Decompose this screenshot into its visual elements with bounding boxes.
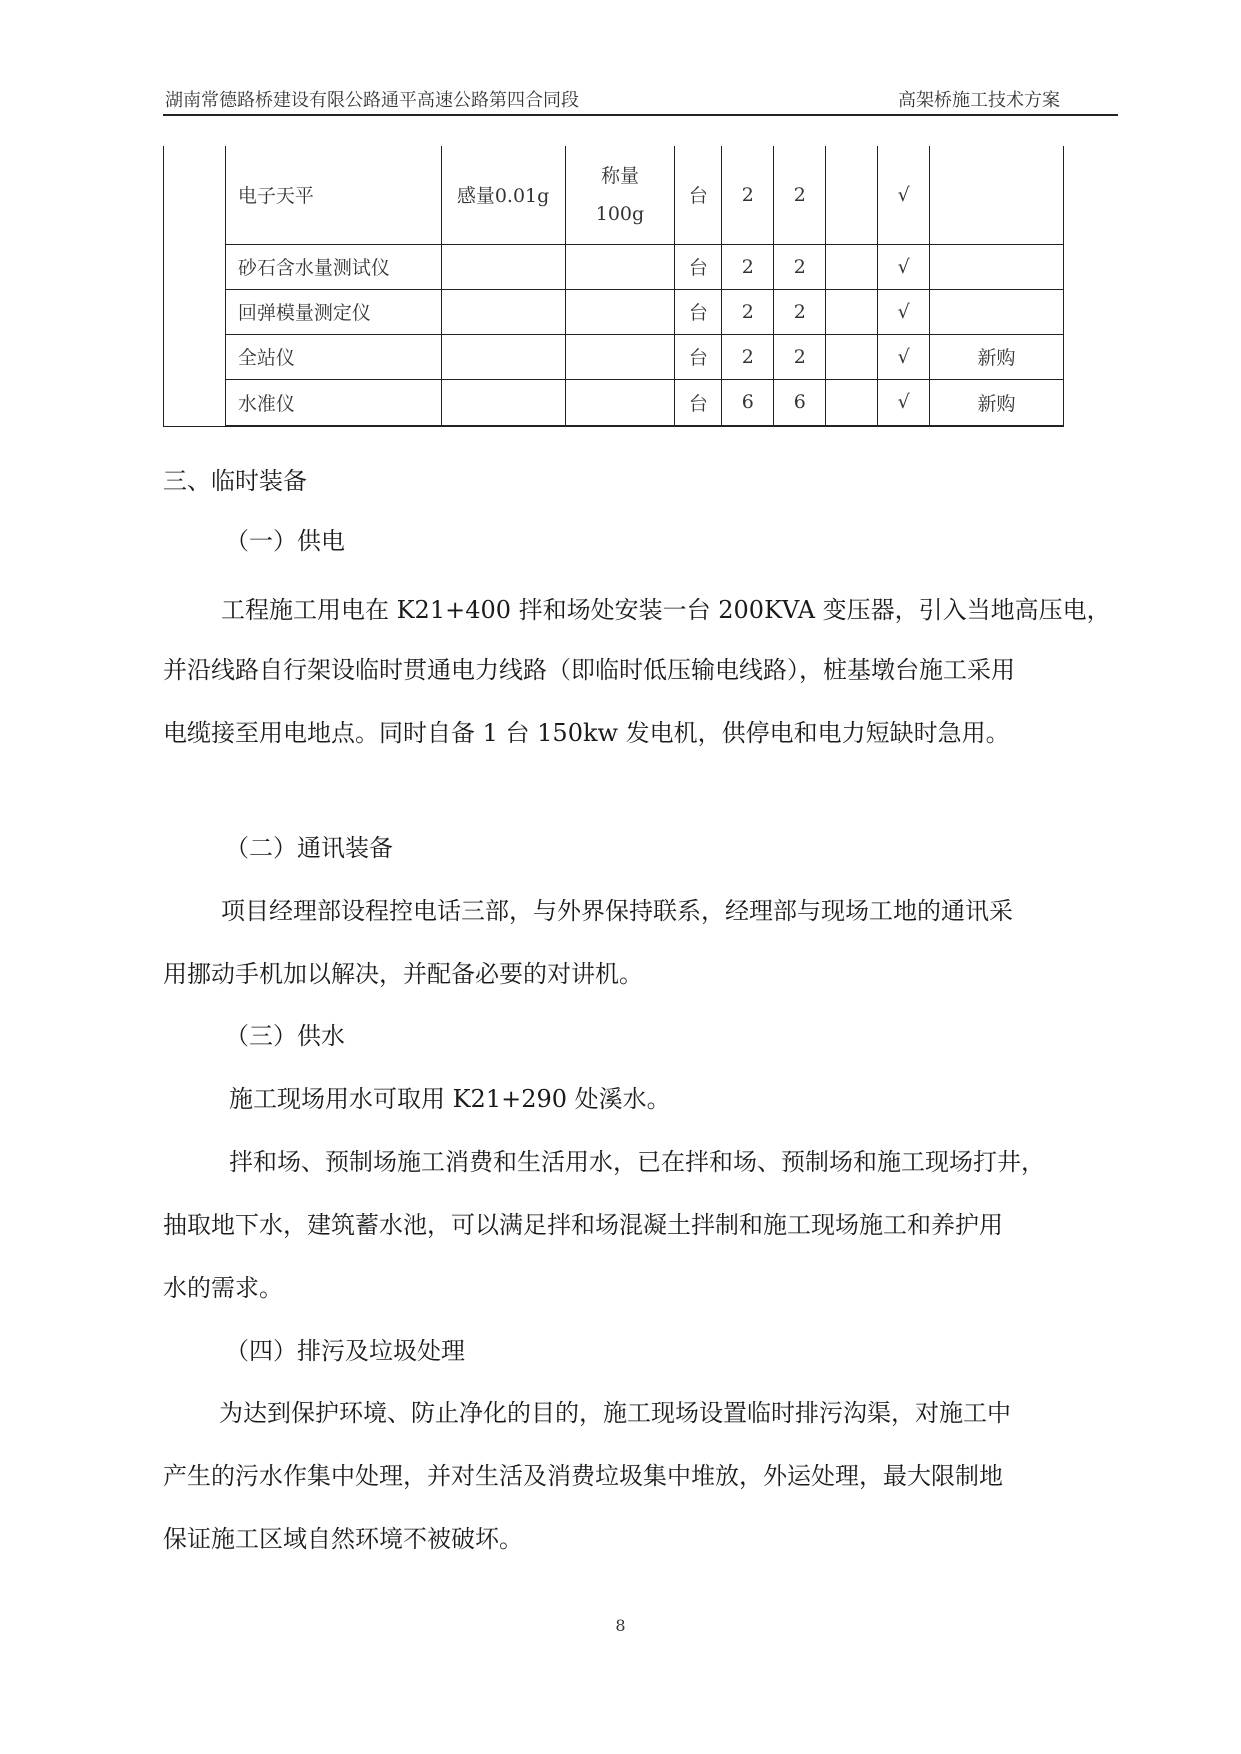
check-cell: √ bbox=[878, 334, 930, 379]
subsection-heading-power: （一）供电 bbox=[225, 527, 345, 555]
capacity-cell bbox=[565, 289, 675, 334]
capacity-cell bbox=[565, 379, 675, 426]
equip-name-cell: 水准仪 bbox=[225, 379, 441, 426]
spec-cell: 感量0.01g bbox=[441, 146, 565, 244]
subsection-heading-water: （三）供水 bbox=[225, 1022, 345, 1050]
spec-cell bbox=[441, 334, 565, 379]
spec-cell bbox=[441, 379, 565, 426]
qty-cell: 2 bbox=[774, 334, 826, 379]
unit-cell: 台 bbox=[675, 146, 722, 244]
note-cell bbox=[930, 244, 1064, 289]
check-cell: √ bbox=[878, 146, 930, 244]
note-cell: 新购 bbox=[930, 334, 1064, 379]
table-row bbox=[164, 379, 1064, 426]
paragraph-line: 拌和场、预制场施工消费和生活用水，已在拌和场、预制场和施工现场打井， bbox=[229, 1148, 1045, 1176]
subsection-heading-waste: （四）排污及垃圾处理 bbox=[225, 1337, 465, 1365]
qty-cell: 2 bbox=[722, 146, 774, 244]
qty-cell: 2 bbox=[722, 289, 774, 334]
subsection-heading-communication: （二）通讯装备 bbox=[225, 834, 393, 862]
unit-cell: 台 bbox=[675, 379, 722, 426]
paragraph-line: 用挪动手机加以解决，并配备必要的对讲机。 bbox=[163, 960, 643, 988]
paragraph-line: 为达到保护环境、防止净化的目的，施工现场设置临时排污沟渠，对施工中 bbox=[219, 1399, 1011, 1427]
page-header bbox=[163, 84, 1118, 116]
header-left-text: 湖南常德路桥建设有限公路通平高速公路第四合同段 bbox=[165, 90, 579, 111]
qty-cell: 6 bbox=[722, 379, 774, 426]
equip-name-cell: 全站仪 bbox=[225, 334, 441, 379]
header-right-text: 高架桥施工技术方案 bbox=[898, 90, 1060, 111]
capacity-cell bbox=[565, 334, 675, 379]
paragraph-line: 项目经理部设程控电话三部，与外界保持联系，经理部与现场工地的通讯采 bbox=[221, 897, 1013, 925]
qty-cell: 2 bbox=[722, 334, 774, 379]
paragraph-line: 保证施工区域自然环境不被破坏。 bbox=[163, 1525, 523, 1553]
paragraph-line: 水的需求。 bbox=[163, 1274, 283, 1302]
empty-cell bbox=[826, 334, 878, 379]
empty-cell bbox=[826, 146, 878, 244]
paragraph-line: 产生的污水作集中处理，并对生活及消费垃圾集中堆放，外运处理，最大限制地 bbox=[163, 1462, 1003, 1490]
equip-name-cell: 电子天平 bbox=[225, 146, 441, 244]
qty-cell: 6 bbox=[774, 379, 826, 426]
unit-cell: 台 bbox=[675, 289, 722, 334]
equipment-table bbox=[163, 146, 1064, 427]
empty-cell bbox=[826, 289, 878, 334]
qty-cell: 2 bbox=[774, 146, 826, 244]
check-cell: √ bbox=[878, 379, 930, 426]
paragraph-line: 抽取地下水，建筑蓄水池，可以满足拌和场混凝土拌制和施工现场施工和养护用 bbox=[163, 1211, 1003, 1239]
page-number: 8 bbox=[615, 1616, 626, 1635]
paragraph-line: 工程施工用电在 K21+400 拌和场处安装一台 200KVA 变压器，引入当地高压电， bbox=[221, 596, 1111, 624]
check-cell: √ bbox=[878, 289, 930, 334]
qty-cell: 2 bbox=[722, 244, 774, 289]
capacity-cell bbox=[565, 244, 675, 289]
spec-cell bbox=[441, 244, 565, 289]
paragraph-line: 电缆接至用电地点。同时自备 1 台 150kw 发电机，供停电和电力短缺时急用。 bbox=[163, 719, 1010, 747]
equip-name-cell: 回弹模量测定仪 bbox=[225, 289, 441, 334]
note-cell bbox=[930, 289, 1064, 334]
note-cell bbox=[930, 146, 1064, 244]
paragraph-line: 施工现场用水可取用 K21+290 处溪水。 bbox=[229, 1085, 671, 1113]
note-cell: 新购 bbox=[930, 379, 1064, 426]
table-row bbox=[164, 146, 1064, 244]
spec-cell bbox=[441, 289, 565, 334]
check-cell: √ bbox=[878, 244, 930, 289]
capacity-line2: 100g bbox=[595, 202, 645, 225]
table-row bbox=[164, 244, 1064, 289]
section-heading: 三、临时装备 bbox=[163, 467, 307, 495]
table-row bbox=[164, 334, 1064, 379]
table-row bbox=[164, 289, 1064, 334]
capacity-cell bbox=[565, 146, 675, 244]
unit-cell: 台 bbox=[675, 334, 722, 379]
empty-cell bbox=[826, 244, 878, 289]
unit-cell: 台 bbox=[675, 244, 722, 289]
qty-cell: 2 bbox=[774, 244, 826, 289]
qty-cell: 2 bbox=[774, 289, 826, 334]
category-cell bbox=[164, 146, 226, 426]
capacity-line1: 称量 bbox=[600, 164, 639, 187]
equip-name-cell: 砂石含水量测试仪 bbox=[225, 244, 441, 289]
paragraph-line: 并沿线路自行架设临时贯通电力线路（即临时低压输电线路），桩基墩台施工采用 bbox=[163, 656, 1015, 684]
empty-cell bbox=[826, 379, 878, 426]
